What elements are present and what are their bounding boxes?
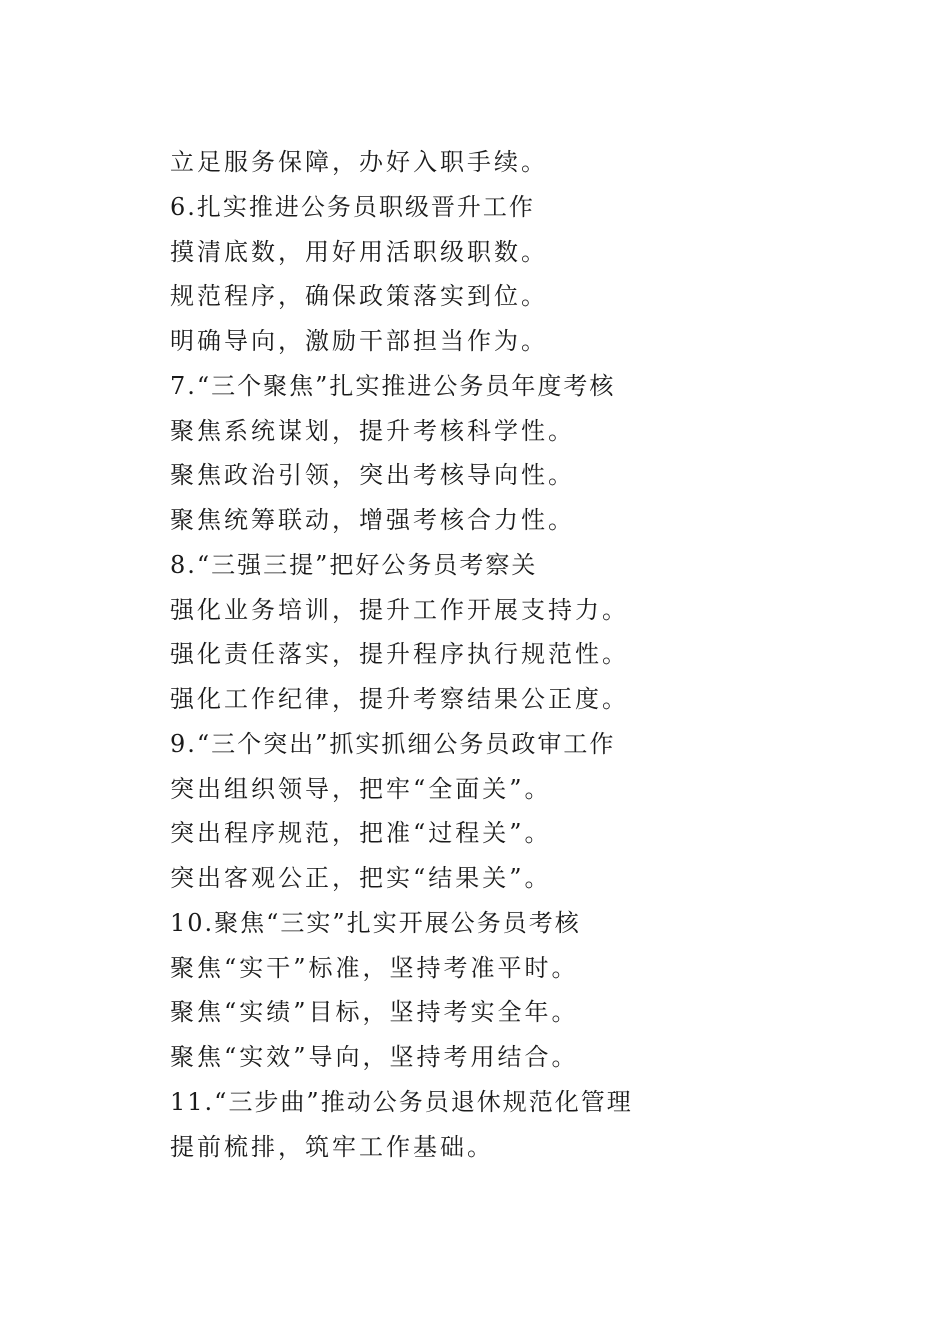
body-line: 聚焦统筹联动，增强考核合力性。 (170, 506, 575, 534)
body-line: 明确导向，激励干部担当作为。 (170, 327, 548, 355)
body-line: 聚焦“实绩”目标，坚持考实全年。 (170, 998, 579, 1027)
body-line: 强化责任落实，提升程序执行规范性。 (170, 640, 629, 669)
body-line: 提前梳排，筑牢工作基础。 (170, 1132, 494, 1161)
body-line: 聚焦“实干”标准，坚持考准平时。 (170, 953, 579, 982)
body-line: 立足服务保障，办好入职手续。 (170, 148, 548, 176)
body-line: 突出组织领导，把牢“全面关”。 (170, 774, 552, 803)
body-line: 强化工作纪律，提升考察结果公正度。 (170, 685, 629, 713)
body-line: 聚焦“实效”导向，坚持考用结合。 (170, 1043, 579, 1071)
section-heading: 11.“三步曲”推动公务员退休规范化管理 (170, 1087, 633, 1116)
section-heading: 9.“三个突出”抓实抓细公务员政审工作 (170, 729, 616, 758)
body-line: 聚焦政治引领，突出考核导向性。 (170, 461, 575, 490)
body-line: 摸清底数，用好用活职级职数。 (170, 237, 548, 266)
section-heading: 7.“三个聚焦”扎实推进公务员年度考核 (170, 371, 616, 400)
body-line: 突出程序规范，把准“过程关”。 (170, 819, 552, 848)
section-heading: 8.“三强三提”把好公务员考察关 (170, 550, 538, 579)
body-line: 聚焦系统谋划，提升考核科学性。 (170, 416, 575, 445)
section-heading: 10.聚焦“三实”扎实开展公务员考核 (170, 908, 581, 937)
body-line: 强化业务培训，提升工作开展支持力。 (170, 595, 629, 624)
section-heading: 6.扎实推进公务员职级晋升工作 (170, 192, 535, 221)
document-body (170, 140, 870, 1169)
body-line: 规范程序，确保政策落实到位。 (170, 282, 548, 311)
body-line: 突出客观公正，把实“结果关”。 (170, 864, 552, 892)
